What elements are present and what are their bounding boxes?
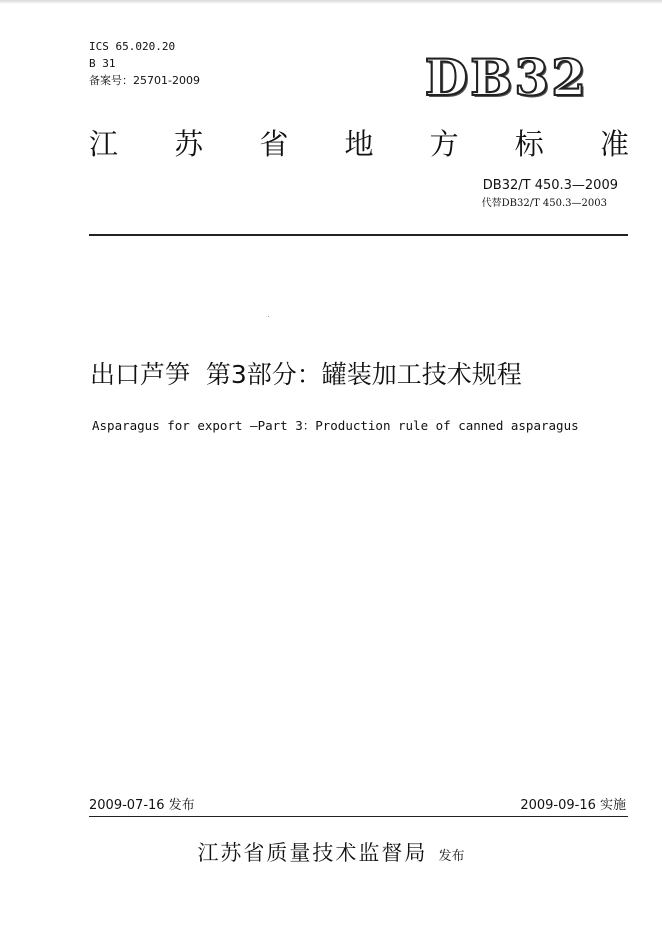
document-title-chinese: 出口芦笋 第3部分：罐装加工技术规程 — [90, 360, 522, 389]
standard-type-char: 省 — [259, 127, 289, 161]
classification-code: B 31 — [89, 57, 116, 70]
document-title-english: Asparagus for export —Part 3：Production rule of canned asparagus — [92, 418, 579, 433]
standard-type-char: 江 — [89, 127, 119, 161]
footer-divider — [89, 816, 628, 817]
issue-date: 2009-07-16 发布 — [89, 798, 195, 813]
replaces-standard: 代替DB32/T 450.3—2003 — [481, 198, 607, 209]
standard-type-char: 准 — [599, 127, 629, 161]
standard-type-char: 苏 — [174, 127, 204, 161]
db32-logo: DB32 — [424, 48, 588, 107]
standard-type-char: 标 — [514, 127, 544, 161]
scan-top-edge — [0, 0, 662, 4]
standard-type-char: 地 — [344, 127, 374, 161]
standard-number: DB32/T 450.3—2009 — [482, 178, 618, 193]
header-divider — [89, 234, 628, 236]
record-number: 备案号：25701-2009 — [89, 74, 200, 87]
implementation-date: 2009-09-16 实施 — [520, 798, 626, 813]
ics-code: ICS 65.020.20 — [89, 40, 176, 53]
publisher-line — [0, 838, 662, 868]
standard-type-char: 方 — [429, 127, 459, 161]
scan-speck — [268, 316, 269, 317]
publisher-suffix: 发布 — [438, 849, 465, 864]
publisher-name: 江苏省质量技术监督局 — [197, 841, 428, 865]
standard-type-heading — [89, 126, 629, 162]
